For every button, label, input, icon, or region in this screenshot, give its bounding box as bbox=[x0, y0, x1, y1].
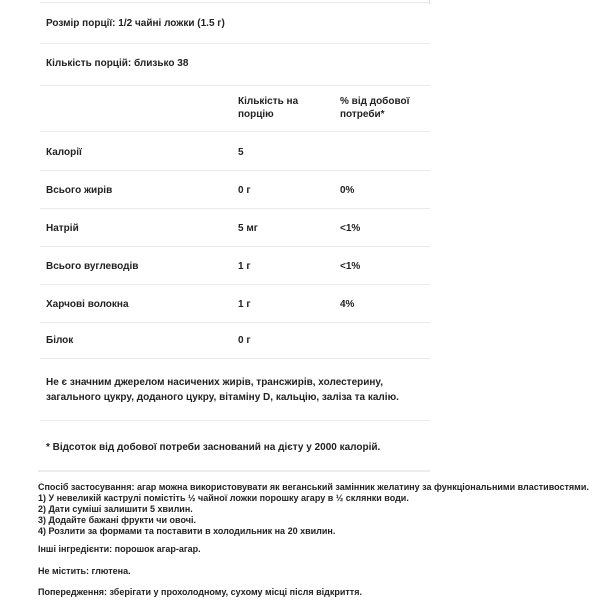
nutrient-label: Білок bbox=[46, 335, 74, 346]
serving-size-row bbox=[40, 2, 430, 43]
serving-size-text: Розмір порції: 1/2 чайні ложки (1.5 г) bbox=[46, 18, 225, 29]
nutrient-dv: <1% bbox=[340, 261, 361, 272]
header-spacer bbox=[46, 95, 238, 131]
nutrient-amount: 1 г bbox=[238, 299, 251, 310]
other-ingredients-text: Інші інгредієнти: порошок агар-агар. bbox=[38, 544, 201, 554]
nutrient-label: Всього вуглеводів bbox=[46, 261, 139, 272]
warning-text: Попередження: зберігати у прохолодному, сухому місці після відкриття. bbox=[38, 587, 362, 597]
nutrient-amount: 5 bbox=[238, 147, 244, 158]
column-header-amount: Кількість на порцію bbox=[238, 96, 299, 120]
nutrient-label: Всього жирів bbox=[46, 185, 113, 196]
directions-block bbox=[38, 482, 598, 537]
servings-per-container-row bbox=[40, 43, 430, 85]
directions-step: 2) Дати суміші залишити 5 хвилин. bbox=[38, 504, 193, 514]
daily-value-footnote: * Відсоток від добової потреби заснований на дієту у 2000 калорій. bbox=[40, 420, 430, 470]
table-row bbox=[40, 170, 430, 208]
nutrient-label: Харчові волокна bbox=[46, 299, 129, 310]
nutrient-amount: 5 мг bbox=[238, 223, 258, 234]
nutrient-dv: <1% bbox=[340, 223, 361, 234]
table-row bbox=[40, 284, 430, 322]
does-not-contain-text: Не містить: глютена. bbox=[38, 566, 131, 576]
directions-step: 3) Додайте бажані фрукти чи овочі. bbox=[38, 515, 196, 525]
nutrition-facts-table bbox=[40, 2, 430, 470]
nutrient-dv: 4% bbox=[340, 299, 355, 310]
directions-step: 4) Розлити за формами та поставити в холодильник на 20 хвилин. bbox=[38, 526, 336, 536]
table-row bbox=[40, 322, 430, 358]
nutrient-amount: 0 г bbox=[238, 185, 251, 196]
servings-per-container-text: Кількість порцій: близько 38 bbox=[46, 58, 189, 69]
nutrient-dv: 0% bbox=[340, 185, 355, 196]
nutrient-dv bbox=[340, 146, 422, 170]
product-details-section bbox=[38, 470, 598, 598]
column-header-daily-value: % від добової потреби* bbox=[340, 96, 410, 120]
directions-step: 1) У невеликій каструлі помістіть ½ чайної ложки порошку агару в ½ склянки води. bbox=[38, 493, 409, 503]
table-row bbox=[40, 208, 430, 246]
nutrient-label: Калорії bbox=[46, 147, 82, 158]
table-row bbox=[40, 131, 430, 170]
table-header-row bbox=[40, 85, 430, 131]
directions-intro: Спосіб застосування: агар можна використовувати як веганський замінник желатину за функціональними властивостями. bbox=[38, 482, 589, 492]
nutrient-label: Натрій bbox=[46, 223, 79, 234]
nutrient-amount: 0 г bbox=[238, 335, 251, 346]
nutrient-dv bbox=[340, 334, 422, 358]
nutrient-amount: 1 г bbox=[238, 261, 251, 272]
table-row bbox=[40, 246, 430, 284]
section-divider bbox=[38, 470, 430, 472]
not-significant-source-note: Не є значним джерелом насичених жирів, трансжирів, холестерину, загального цукру, доданого цукру, вітаміну D, кальцію, заліза та калію. bbox=[40, 358, 430, 420]
